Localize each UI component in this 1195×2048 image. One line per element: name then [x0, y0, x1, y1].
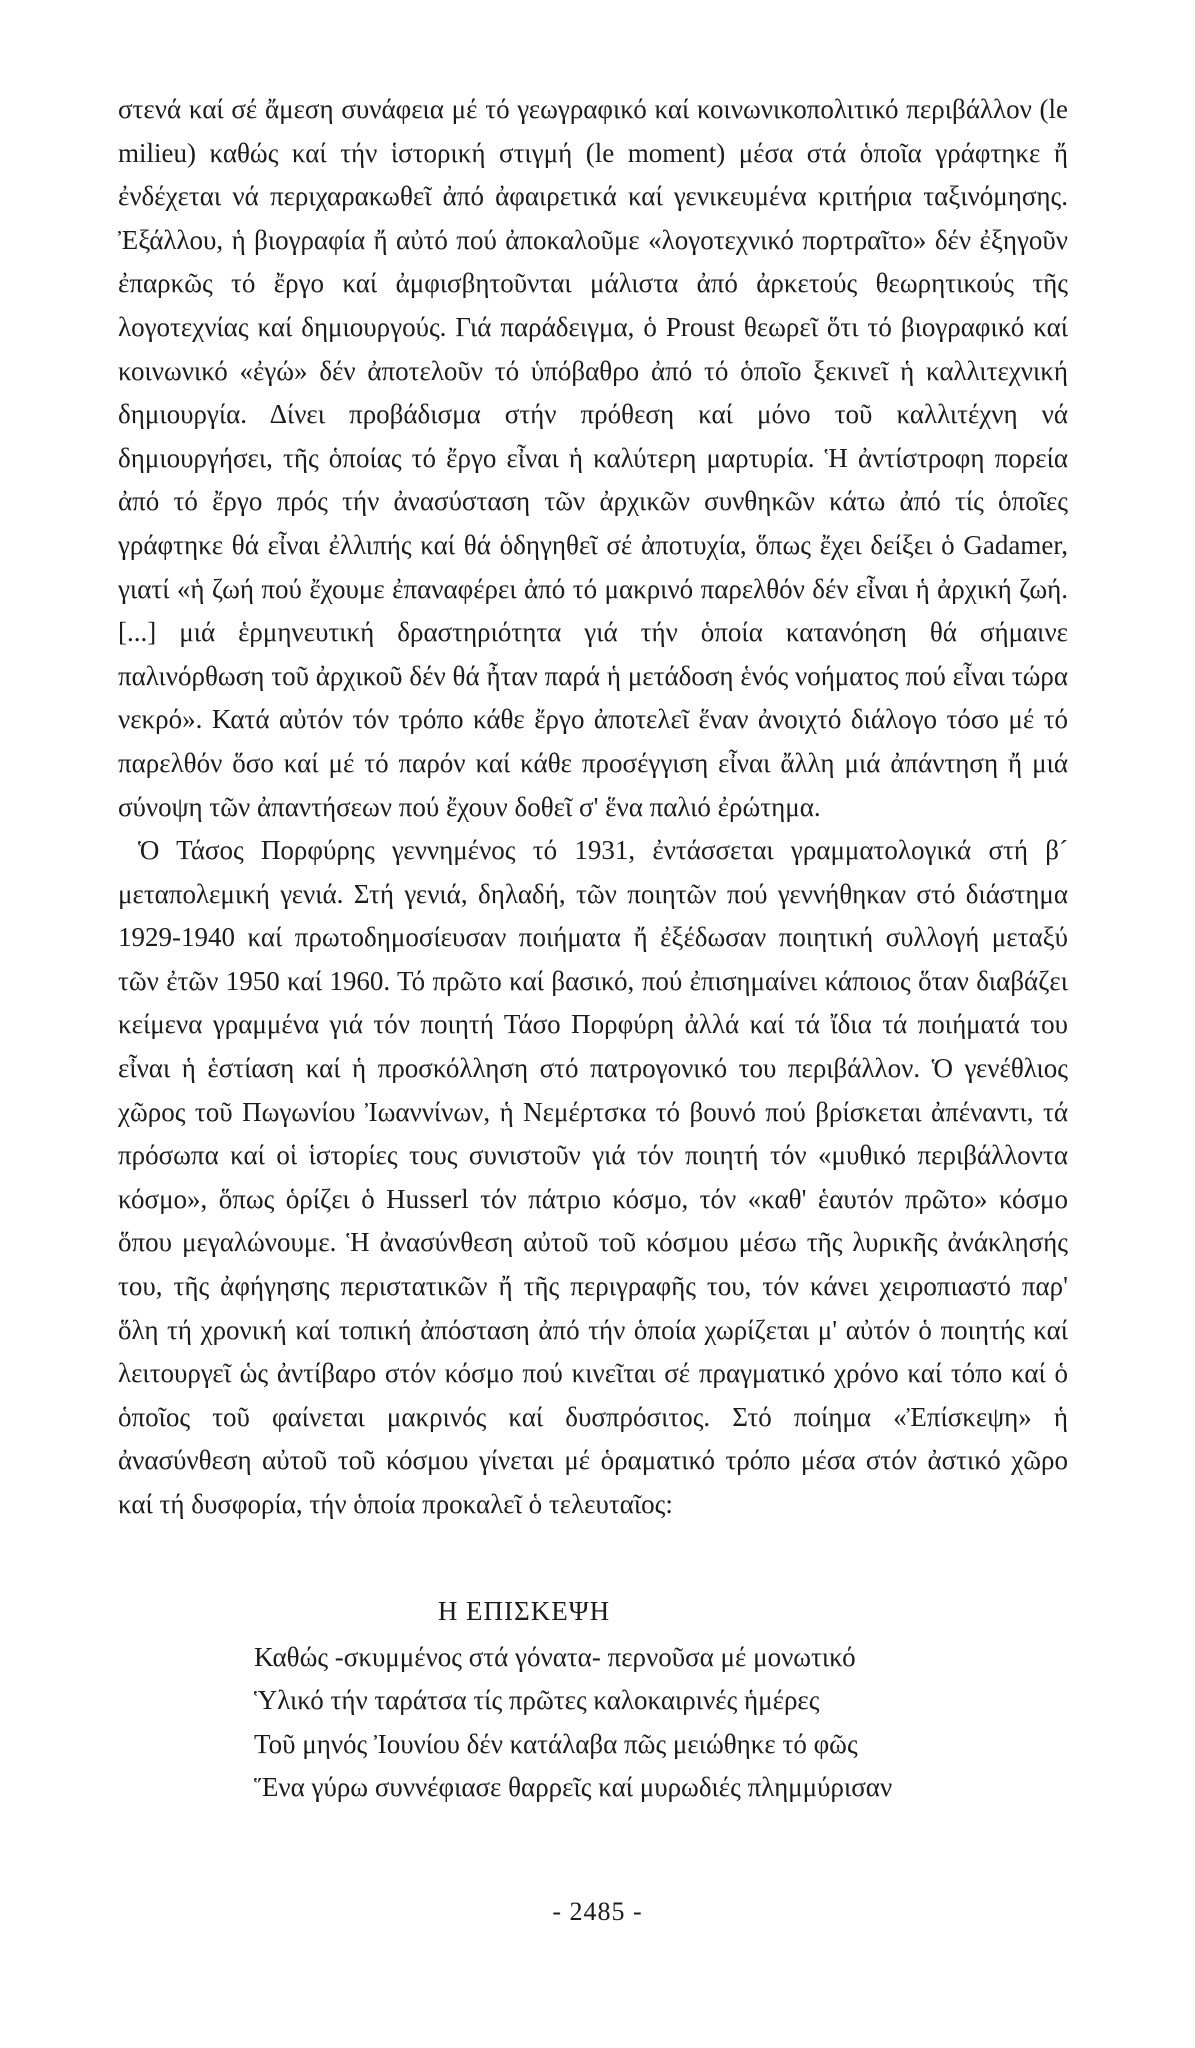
poem-line-1: Καθώς -σκυμμένος στά γόνατα- περνοῦσα μέ μονωτικό [254, 1641, 856, 1672]
poem-line-4: Ἕνα γύρω συννέφιασε θαρρεῖς καί μυρωδιές πλημμύρισαν [254, 1772, 893, 1803]
poem-line-3: Τοῦ μηνός Ἰουνίου δέν κατάλαβα πῶς μειώθηκε τό φῶς [254, 1728, 858, 1759]
paragraph-2: Ὁ Τάσος Πορφύρης γεννημένος τό 1931, ἐντάσσεται γραμματολογικά στή β´ μεταπολεμική γενιά. Στή γενιά, δηλαδή, τῶν ποιητῶν πού γεννήθηκαν στό διάστημα 1929-1940 καί πρωτοδημοσίευσαν ποιήματα ἤ ἐξέδωσαν ποιητική συλλογή μεταξύ τῶν ἐτῶν 1950 καί 1960. Τό πρῶτο καί βασικό, πού ἐπισημαίνει κάποιος ὅταν διαβάζει κείμενα γραμμένα γιά τόν ποιητή Τάσο Πορφύρη ἀλλά καί τά ἴδια τά ποιήματά του εἶναι ἡ ἑστίαση καί ἡ προσκόλληση στό πατρογονικό του περιβάλλον. Ὁ γενέθλιος χῶρος τοῦ Πωγωνίου Ἰωαννίνων, ἡ Νεμέρτσκα τό βουνό πού βρίσκεται ἀπέναντι, τά πρόσωπα καί οἱ ἱστορίες τους συνιστοῦν γιά τόν ποιητή τόν «μυθικό περιβάλλοντα κόσμο», ὅπως ὁρίζει ὁ Husserl τόν πάτριο κόσμο, τόν «καθ' ἑαυτόν πρῶτο» κόσμο ὅπου μεγαλώνουμε. Ἡ ἀνασύνθεση αὐτοῦ τοῦ κόσμου μέσω τῆς λυρικῆς ἀνάκλησής του, τῆς ἀφήγησης περιστατικῶν ἤ τῆς περιγραφῆς του, τόν κάνει χειροπιαστό παρ' ὅλη τή χρονική καί τοπική ἀπόσταση ἀπό τήν ὁποία χωρίζεται μ' αὐτόν ὁ ποιητής καί λειτουργεῖ ὡς ἀντίβαρο στόν κόσμο πού κινεῖται σέ πραγματικό χρόνο καί τόπο καί ὁ ὁποῖος τοῦ φαίνεται μακρινός καί δυσπρόσιτος. Στό ποίημα «Ἐπίσκεψη» ἡ ἀνασύνθεση αὐτοῦ τοῦ κόσμου γίνεται μέ ὁραματικό τρόπο μέσα στόν ἀστικό χῶρο καί τή δυσφορία, τήν ὁποία προκαλεῖ ὁ τελευταῖος: [118, 835, 1068, 1519]
page-number: - 2485 - [552, 1897, 643, 1926]
body-text [118, 88, 1068, 1527]
poem-block [254, 1590, 1014, 1810]
poem-title: Η ΕΠΙΣΚΕΨΗ [437, 1596, 611, 1626]
poem-line-2: Ὑλικό τήν ταράτσα τίς πρῶτες καλοκαιρινές ἡμέρες [254, 1685, 820, 1716]
paragraph-1: στενά καί σέ ἄμεση συνάφεια μέ τό γεωγραφικό καί κοινωνικοπολιτικό περιβάλλον (le milieu) καθώς καί τήν ἱστορική στιγμή (le moment) μέσα στά ὁποῖα γράφτηκε ἤ ἐνδέχεται νά περιχαρακωθεῖ ἀπό ἀφαιρετικά καί γενικευμένα κριτήρια ταξινόμησης. Ἐξάλλου, ἡ βιογραφία ἤ αὐτό πού ἀποκαλοῦμε «λογοτεχνικό πορτραῖτο» δέν ἐξηγοῦν ἐπαρκῶς τό ἔργο καί ἀμφισβητοῦνται μάλιστα ἀπό ἀρκετούς θεωρητικούς τῆς λογοτεχνίας καί δημιουργούς. Γιά παράδειγμα, ὁ Proust θεωρεῖ ὅτι τό βιογραφικό καί κοινωνικό «ἐγώ» δέν ἀποτελοῦν τό ὑπόβαθρο ἀπό τό ὁποῖο ξεκινεῖ ἡ καλλιτεχνική δημιουργία. Δίνει προβάδισμα στήν πρόθεση καί μόνο τοῦ καλλιτέχνη νά δημιουργήσει, τῆς ὁποίας τό ἔργο εἶναι ἡ καλύτερη μαρτυρία. Ἡ ἀντίστροφη πορεία ἀπό τό ἔργο πρός τήν ἀνασύσταση τῶν ἀρχικῶν συνθηκῶν κάτω ἀπό τίς ὁποῖες γράφτηκε θά εἶναι ἐλλιπής καί θά ὁδηγηθεῖ σέ ἀποτυχία, ὅπως ἔχει δείξει ὁ Gadamer, γιατί «ἡ ζωή πού ἔχουμε ἐπαναφέρει ἀπό τό μακρινό παρελθόν δέν εἶναι ἡ ἀρχική ζωή. [...] μιά ἑρμηνευτική δραστηριότητα γιά τήν ὁποία κατανόηση θά σήμαινε παλινόρθωση τοῦ ἀρχικοῦ δέν θά ἦταν παρά ἡ μετάδοση ἑνός νοήματος πού εἶναι τώρα νεκρό». Κατά αὐτόν τόν τρόπο κάθε ἔργο ἀποτελεῖ ἕναν ἀνοιχτό διάλογο τόσο μέ τό παρελθόν ὅσο καί μέ τό παρόν καί κάθε προσέγγιση εἶναι ἄλλη μιά ἀπάντηση ἤ μιά σύνοψη τῶν ἀπαντήσεων πού ἔχουν δοθεῖ σ' ἕνα παλιό ἐρώτημα. [118, 94, 1068, 822]
